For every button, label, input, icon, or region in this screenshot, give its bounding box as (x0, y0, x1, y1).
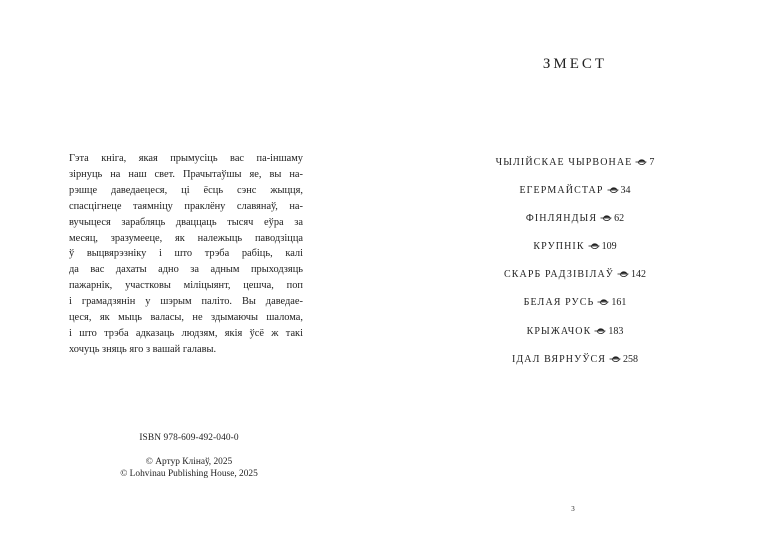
toc-item-title: ФІНЛЯНДЫЯ (525, 213, 598, 225)
table-of-contents (470, 155, 680, 380)
toc-item-title: ІДАЛ ВЯРНУЎСЯ (511, 353, 607, 365)
toc-item (470, 183, 680, 211)
toc-item-page: 183 (608, 325, 624, 337)
toc-item-page: 258 (623, 353, 639, 365)
toc-item (470, 295, 680, 323)
blurb-line: і што трэба адказаць людзям, якія ўсё ж такі (69, 327, 303, 339)
toc-item (470, 267, 680, 295)
toc-title: ЗМЕСТ (542, 56, 608, 72)
toc-item-page: 142 (630, 269, 646, 281)
colophon (84, 432, 294, 480)
blurb-line: зірнуць на наш свет. Прачытаўшы яе, вы на- (69, 168, 303, 180)
leaf-ornament-icon (594, 327, 606, 335)
leaf-ornament-icon (607, 186, 619, 194)
blurb-line: цеся, як мыць валасы, не здымаючы шалома, (69, 312, 303, 324)
toc-item-title: ЕГЕРМАЙСТАР (519, 185, 604, 197)
leaf-ornament-icon (588, 242, 600, 250)
leaf-ornament-icon (597, 298, 609, 306)
blurb-line: спасцігнеце таямніцу праклёну славянаў, на- (69, 200, 303, 212)
toc-item (470, 211, 680, 239)
toc-item-title: КРЫЖАЧОК (526, 325, 592, 337)
leaf-ornament-icon (635, 158, 647, 166)
toc-item-title: БЕЛАЯ РУСЬ (523, 297, 595, 309)
blurb-line: рэшце даведаецеся, ці ёсць сэнс жыцця, (69, 184, 303, 196)
leaf-ornament-icon (617, 270, 629, 278)
copyright-author: © Артур Клінаў, 2025 (145, 457, 233, 467)
leaf-ornament-icon (600, 214, 612, 222)
copyright-publisher: © Lohvinau Publishing House, 2025 (120, 469, 258, 479)
toc-item (470, 352, 680, 380)
toc-item-page: 161 (611, 297, 627, 309)
blurb-line: пажарнік, участковы міліцыянт, цешча, поп (69, 280, 303, 292)
isbn: ISBN 978-609-492-040-0 (139, 433, 239, 443)
blurb-line: Гэта кніга, якая прымусіць вас па-іншаму (69, 153, 303, 164)
toc-item-page: 62 (614, 213, 625, 225)
toc-item (470, 239, 680, 267)
book-blurb (69, 151, 303, 358)
toc-item-title: СКАРБ РАДЗІВІЛАЎ (504, 269, 614, 281)
toc-item-title: КРУПНІК (533, 241, 585, 253)
leaf-ornament-icon (609, 355, 621, 363)
blurb-line: ў выцвярэзніку і што трэба рабіць, калі (69, 248, 303, 260)
toc-item-page: 34 (620, 185, 631, 197)
toc-item-page: 7 (649, 157, 655, 168)
toc-item-page: 109 (601, 241, 617, 253)
toc-item (470, 324, 680, 352)
blurb-line: вучыцеся зарабляць дваццаць тысяч еўра за (69, 216, 303, 228)
blurb-line: хочуць зняць яго з вашай галавы. (69, 343, 217, 355)
blurb-line: да вас дахаты адно за адным прыходзяць (69, 264, 303, 276)
blurb-line: месяц, зразумееце, як належыць паводзіцца (69, 232, 303, 244)
blurb-line: і грамадзянін у шэрым паліто. Вы даведае- (69, 296, 303, 308)
toc-item (470, 155, 680, 183)
page-number: 3 (571, 505, 575, 513)
toc-item-title: ЧЫЛІЙСКАЕ ЧЫРВОНАЕ (495, 157, 633, 168)
